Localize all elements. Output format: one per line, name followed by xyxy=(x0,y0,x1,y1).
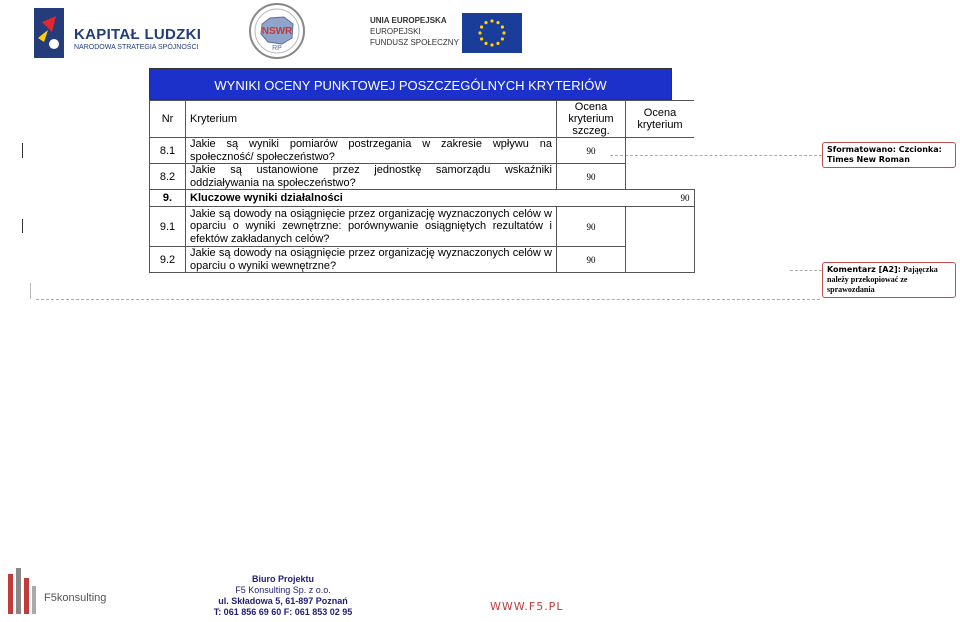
kapital-ludzki-title: KAPITAŁ LUDZKI xyxy=(74,26,202,43)
comment-text: Pająęczka należy przekopiować ze sprawozdania xyxy=(827,265,938,294)
section-title: Kluczowe wyniki działalności xyxy=(186,190,626,207)
kapital-ludzki-subtitle: NARODOWA STRATEGIA SPÓJNOŚCI xyxy=(74,44,199,51)
kapital-ludzki-emblem-icon xyxy=(34,8,64,58)
row-number: 8.1 xyxy=(150,138,186,164)
eu-flag-icon xyxy=(462,13,522,53)
badge-subtext: RP xyxy=(272,45,282,52)
footer-line1: Biuro Projektu xyxy=(251,574,314,584)
kapital-ludzki-logo xyxy=(34,6,204,62)
footer-address xyxy=(200,574,366,618)
criteria-table xyxy=(149,100,695,273)
f5-emblem-icon xyxy=(6,566,38,618)
table-row xyxy=(150,207,695,247)
change-bar xyxy=(30,283,31,299)
row-score-detail: 90 xyxy=(557,207,626,247)
footer-line3: ul. Składowa 5, 61-897 Poznań xyxy=(218,596,348,606)
table-row xyxy=(150,164,695,190)
section-score: 90 xyxy=(626,190,695,207)
table-title: WYNIKI OCENY PUNKTOWEJ POSZCZEGÓLNYCH KRYTERIÓW xyxy=(149,68,672,100)
footer-line2: F5 Konsulting Sp. z o.o. xyxy=(235,585,331,595)
table-section-row xyxy=(150,190,695,207)
nswr-badge-logo xyxy=(248,2,306,60)
row-score xyxy=(626,164,695,190)
row-criterion: Jakie są dowody na osiągnięcie przez organizację wyznaczonych celów w oparciu o wyniki wewnętrzne? xyxy=(186,247,557,273)
col-header-ocena-szczeg: Ocena kryterium szczeg. xyxy=(557,101,626,138)
table-header-row xyxy=(150,101,695,138)
row-criterion: Jakie są dowody na osiągnięcie przez organizację wyznaczonych celów w oparciu o wyniki zewnętrzne: porównywanie osiągniętych rezultatów i efektów zakładanych celów? xyxy=(186,207,557,247)
row-number: 9.2 xyxy=(150,247,186,273)
row-score xyxy=(626,207,695,247)
scores-table xyxy=(149,68,690,273)
table-row xyxy=(150,247,695,273)
col-header-ocena: Ocena kryterium xyxy=(626,101,695,138)
comment-balloon[interactable] xyxy=(822,262,956,298)
f5-brand: F5konsulting xyxy=(44,592,107,604)
section-number: 9. xyxy=(150,190,186,207)
table-row xyxy=(150,138,695,164)
row-score-detail: 90 xyxy=(557,247,626,273)
row-number: 8.2 xyxy=(150,164,186,190)
row-score xyxy=(626,247,695,273)
change-bar xyxy=(22,219,23,233)
row-score-detail: 90 xyxy=(557,138,626,164)
eu-logo xyxy=(370,13,530,53)
col-header-nr: Nr xyxy=(150,101,186,138)
row-criterion: Jakie są ustanowione przez jednostkę samorządu wskaźniki oddziaływania na społeczeństwo? xyxy=(186,164,557,190)
badge-text: NSWR xyxy=(261,26,293,37)
formatting-balloon[interactable]: Sformatowano: Czcionka: Times New Roman xyxy=(822,142,956,168)
row-score-detail: 90 xyxy=(557,164,626,190)
col-header-kryterium: Kryterium xyxy=(186,101,557,138)
f5-logo xyxy=(6,566,126,618)
row-number: 9.1 xyxy=(150,207,186,247)
row-score xyxy=(626,138,695,164)
eu-line2: EUROPEJSKI xyxy=(370,27,421,36)
comment-connector-line xyxy=(790,270,822,271)
footer-website-link[interactable]: WWW.F5.PL xyxy=(490,600,564,613)
change-bar xyxy=(22,143,23,158)
eu-text xyxy=(370,15,459,48)
comment-connector-line xyxy=(36,299,820,300)
footer-line4: T: 061 856 69 60 F: 061 853 02 95 xyxy=(213,607,353,617)
eu-line3: FUNDUSZ SPOŁECZNY xyxy=(370,38,459,47)
row-criterion: Jakie są wyniki pomiarów postrzegania w zakresie wpływu na społeczność/ społeczeństwo? xyxy=(186,138,557,164)
comment-label: Komentarz [A2]: xyxy=(827,265,901,274)
eu-line1: UNIA EUROPEJSKA xyxy=(370,16,447,25)
